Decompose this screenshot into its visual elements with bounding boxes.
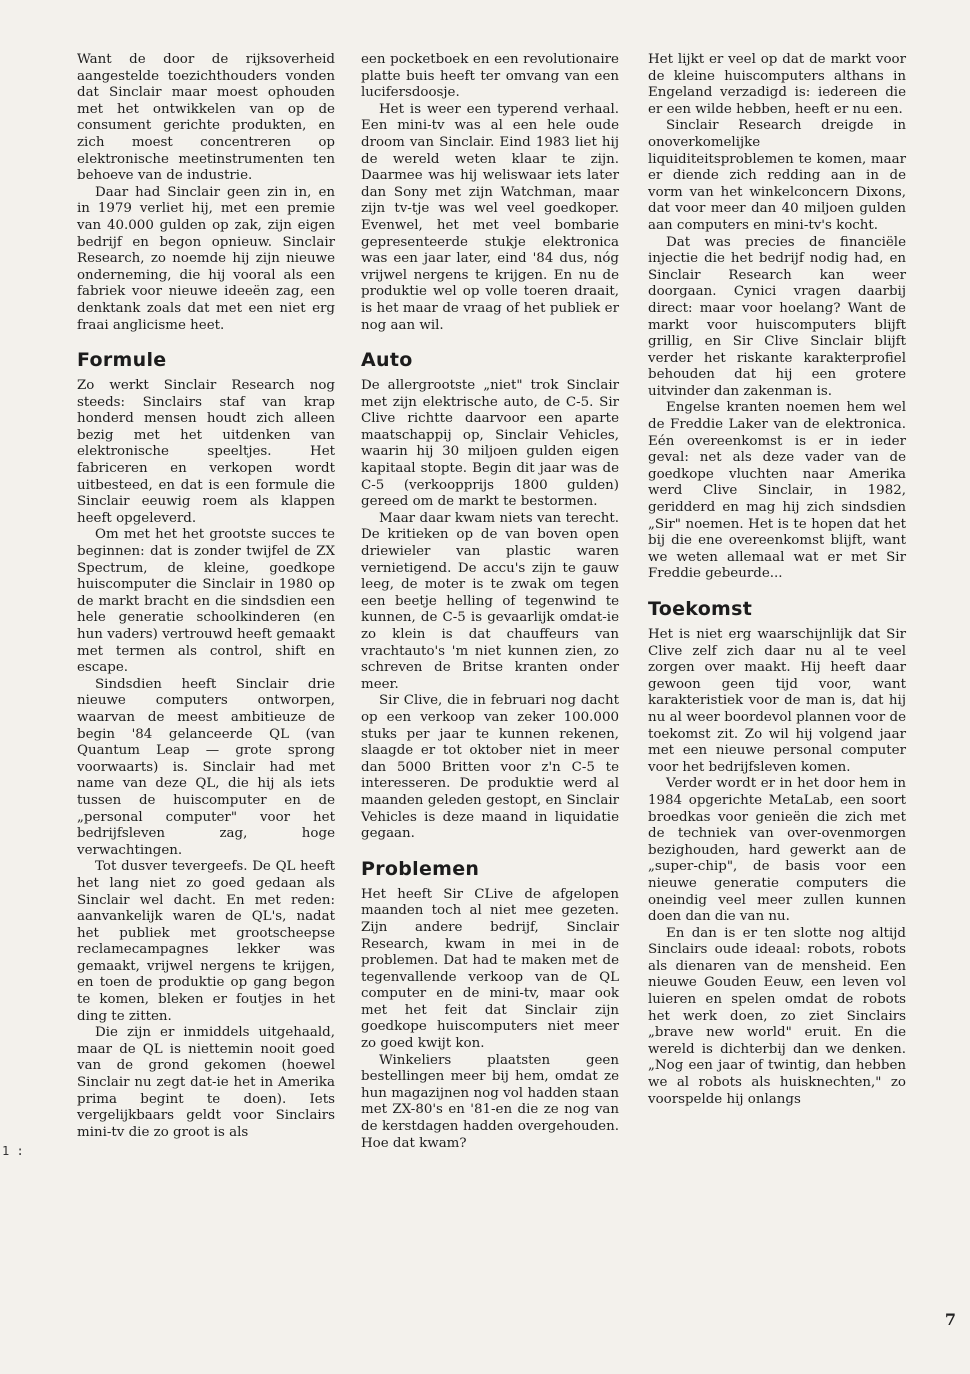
- text-column-3: [648, 52, 906, 1108]
- paragraph: een pocketboek en een revolutionaire platte buis heeft ter omvang van een lucifersdoosje.: [361, 52, 619, 101]
- paragraph: Sinclair Research dreigde in onoverkomelijke liquiditeitsproblemen te komen, maar er diende zich redding aan in de vorm van het winkelconcern Dixons, dat voor meer dan 40 miljoen gulden aan computers en mini-tv's kocht.: [648, 118, 906, 233]
- paragraph: En dan is er ten slotte nog altijd Sinclairs oude ideaal: robots, robots als dienaren van de mensheid. Een nieuwe Gouden Eeuw, een leven vol luieren en spelen omdat de robots het werk doen, zo ziet Sinclairs „brave new world" eruit. En die wereld is dichterbij dan we denken. „Nog een jaar of twintig, dan hebben we al robots als huisknechten," zo voorspelde hij onlangs: [648, 925, 906, 1107]
- paragraph: Om met het het grootste succes te beginnen: dat is zonder twijfel de ZX Spectrum, de kleine, goedkope huiscomputer die Sinclair in 1980 op de markt bracht en die sindsdien een hele generatie schoolkinderen (en hun vaders) vertrouwd heeft gemaakt met termen als control, shift en escape.: [77, 527, 335, 676]
- margin-mark: 1 :: [2, 1144, 24, 1158]
- section-heading-auto: Auto: [361, 349, 413, 372]
- paragraph: Winkeliers plaatsten geen bestellingen meer bij hem, omdat ze hun magazijnen nog vol hadden staan met ZX-80's en '81-en die ze nog van de kerstdagen hadden overgehouden. Hoe dat kwam?: [361, 1052, 619, 1151]
- text-column-2: [361, 52, 619, 1152]
- paragraph: Het is niet erg waarschijnlijk dat Sir Clive zelf zich daar nu al te veel zorgen over maakt. Hij heeft daar gewoon geen tijd voor, want karakteristiek voor de man is, dat hij nu al weer boordevol plannen voor de toekomst zit. Zo wil hij volgend jaar met een nieuwe personal computer voor het bedrijfsleven komen.: [648, 627, 906, 775]
- page-number: 7: [944, 1310, 956, 1329]
- paragraph: Tot dusver tevergeefs. De QL heeft het lang niet zo goed gedaan als Sinclair wel dacht. En met reden: aanvankelijk waren de QL's, nadat het publiek met grootscheepse reclamecampagnes lekker was gemaakt, vrijwel nergens te krijgen, en toen de produktie op gang begon te komen, bleken er foutjes in het ding te zitten.: [77, 859, 335, 1024]
- paragraph: Sir Clive, die in februari nog dacht op een verkoop van zeker 100.000 stuks per jaar te kunnen rekenen, slaagde er tot oktober niet in meer dan 5000 Britten voor z'n C-5 te interesseren. De produktie werd al maanden geleden gestopt, en Sinclair Vehicles is deze maand in liquidatie gegaan.: [361, 693, 619, 842]
- paragraph: Sindsdien heeft Sinclair drie nieuwe computers ontworpen, waarvan de meest ambitieuze de begin '84 gelanceerde QL (van Quantum Leap — grote sprong voorwaarts) is. Sinclair had met name van deze QL, die hij als iets tussen de huiscomputer en de „personal computer" voor het bedrijfsleven zag, hoge verwachtingen.: [77, 676, 335, 858]
- paragraph: Zo werkt Sinclair Research nog steeds: Sinclairs staf van krap honderd mensen houdt zich alleen bezig met het uitdenken van elektronische speeltjes. Het fabriceren en verkopen wordt uitbesteed, en dat is een formule die Sinclair eeuwig roem als klappen heeft opgeleverd.: [77, 378, 335, 526]
- section-heading-formule: Formule: [77, 349, 167, 372]
- paragraph: Het heeft Sir CLive de afgelopen maanden toch al niet mee gezeten. Zijn andere bedrijf, Sinclair Research, kwam in mei in de problemen. Dat had te maken met de tegenvallende verkoop van de QL computer en de mini-tv, maar ook met het feit dat Sinclair zijn goedkope huiscomputers niet meer zo goed kwijt kon.: [361, 886, 619, 1052]
- section-heading-problemen: Problemen: [361, 857, 480, 880]
- paragraph: De allergrootste „niet" trok Sinclair met zijn elektrische auto, de C-5. Sir Clive richtte daarvoor een aparte maatschappij op, Sinclair Vehicles, waarin hij 30 miljoen gulden eigen kapitaal stopte. Begin dit jaar was de C-5 (verkoopprijs 1800 gulden) gereed om de markt te bestormen.: [361, 378, 619, 510]
- section-heading-toekomst: Toekomst: [648, 598, 753, 620]
- paragraph: Daar had Sinclair geen zin in, en in 1979 verliet hij, met een premie van 40.000 gulden op zak, zijn eigen bedrijf en begon opnieuw. Sinclair Research, zo noemde hij zijn nieuwe onderneming, die hij vooral als een fabriek voor nieuwe ideeën zag, een denktank zoals dat met een niet erg fraai anglicisme heet.: [77, 184, 335, 333]
- text-column-1: [77, 52, 335, 1141]
- paragraph: Maar daar kwam niets van terecht. De kritieken op de van boven open driewieler van plastic waren vernietigend. De accu's zijn te gauw leeg, de moter is te zwak om tegen een beetje helling of tegenwind te kunnen, de C-5 is gevaarlijk omdat-ie zo klein is dat chauffeurs van vrachtauto's 'm niet kunnen zien, zo schreven de Britse kranten onder meer.: [361, 510, 619, 692]
- paragraph: Engelse kranten noemen hem wel de Freddie Laker van de elektronica. Eén overeenkomst is er in ieder geval: net als deze vader van de goedkope vluchten naar Amerika werd Clive Sinclair, in 1982, geridderd en mag hij zich sindsdien „Sir" noemen. Het is te hopen dat het bij die ene overeenkomst blijft, want we weten allemaal wat er met Sir Freddie gebeurde...: [648, 400, 906, 582]
- paragraph: Het is weer een typerend verhaal. Een mini-tv was al een hele oude droom van Sinclair. Eind 1983 liet hij de wereld weten klaar te zijn. Daarmee was hij weliswaar iets later dan Sony met zijn Watchman, maar zijn tv-tje was wel veel goedkoper. Evenwel, het met veel bombarie gepresenteerde stukje elektronica was een jaar later, eind '84 dus, nóg vrijwel nergens te krijgen. En nu de produktie wel op volle toeren draait, is het maar de vraag of het publiek er nog aan wil.: [361, 101, 619, 333]
- paragraph: Want de door de rijksoverheid aangestelde toezichthouders vonden dat Sinclair maar moest ophouden met het ontwikkelen van op de consument gerichte produkten, en zich moest concentreren op elektronische meetinstrumenten ten behoeve van de industrie.: [77, 52, 335, 184]
- paragraph: Het lijkt er veel op dat de markt voor de kleine huiscomputers althans in Engeland verzadigd is: iedereen die er een wilde hebben, heeft er nu een.: [648, 52, 906, 117]
- paragraph: Die zijn er inmiddels uitgehaald, maar de QL is niettemin nooit goed van de grond gekomen (hoewel Sinclair nu zegt dat-ie het in Amerika prima begint te doen). Iets vergelijkbaars geldt voor Sinclairs mini-tv die zo groot is als: [77, 1025, 335, 1140]
- paragraph: Dat was precies de financiële injectie die het bedrijf nodig had, en Sinclair Research kan weer doorgaan. Cynici vragen daarbij direct: maar voor hoelang? Want de markt voor huiscomputers blijft grillig, en Sir Clive Sinclair blijft verder het riskante karakterprofiel behouden dat hij een grotere uitvinder dan zakenman is.: [648, 234, 906, 399]
- paragraph: Verder wordt er in het door hem in 1984 opgerichte MetaLab, een soort broedkas voor genieën die zich met de techniek van over-ovenmorgen bezighouden, hard gewerkt aan de „super-chip", de basis voor een nieuwe generatie computers die oneindig veel meer zullen kunnen doen dan die van nu.: [648, 776, 906, 925]
